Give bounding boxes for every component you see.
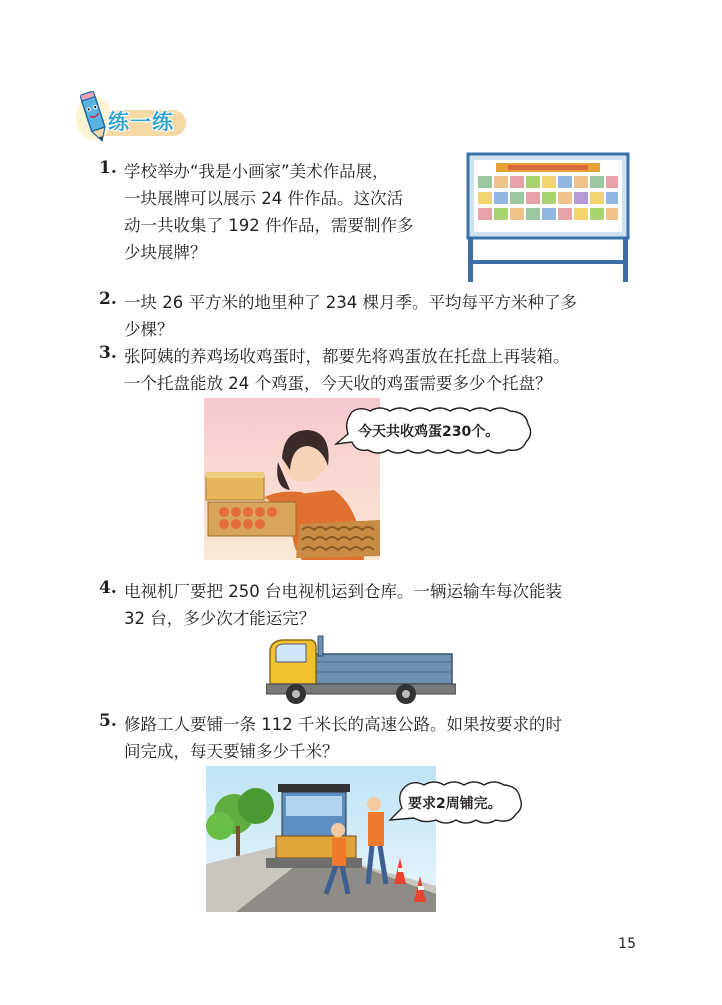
exhibition-board-illustration bbox=[466, 152, 630, 284]
speech-bubble-text: 要求2周铺完。 bbox=[408, 796, 502, 812]
problem-4-number: 4. bbox=[99, 578, 117, 598]
problem-1-line-3: 动一共收集了 192 件作品，需要制作多 bbox=[124, 216, 414, 235]
truck-illustration bbox=[266, 632, 456, 708]
problem-3-line-2: 一个托盘能放 24 个鸡蛋，今天收的鸡蛋需要多少个托盘？ bbox=[124, 374, 552, 393]
problem-2-number: 2. bbox=[99, 289, 117, 309]
problem-3-line-1: 张阿姨的养鸡场收鸡蛋时，都要先将鸡蛋放在托盘上再装箱。 bbox=[124, 347, 570, 366]
problem-5-number: 5. bbox=[99, 711, 117, 731]
problem-4-line-2: 32 台，多少次才能运完？ bbox=[124, 609, 316, 628]
problem-2-line-2: 少棵？ bbox=[124, 320, 174, 339]
problem-5-line-1: 修路工人要铺一条 112 千米长的高速公路。如果按要求的时 bbox=[124, 715, 562, 734]
section-header bbox=[72, 88, 192, 144]
problem-1-line-2: 一块展牌可以展示 24 件作品。这次活 bbox=[124, 189, 403, 208]
section-title: 练一练 bbox=[108, 110, 174, 134]
page-number: 15 bbox=[618, 936, 636, 952]
problem-2-line-1: 一块 26 平方米的地里种了 234 棵月季。平均每平方米种了多 bbox=[124, 293, 577, 312]
problem-1-number: 1. bbox=[99, 158, 117, 178]
problem-1-line-4: 少块展牌？ bbox=[124, 243, 207, 262]
speech-bubble-text: 今天共收鸡蛋230个。 bbox=[358, 424, 500, 440]
problem-5-line-2: 间完成，每天要铺多少千米？ bbox=[124, 742, 339, 761]
problem-3-number: 3. bbox=[99, 343, 117, 363]
problem-1-line-1: 学校举办“我是小画家”美术作品展， bbox=[124, 162, 389, 181]
problem-4-line-1: 电视机厂要把 250 台电视机运到仓库。一辆运输车每次能装 bbox=[124, 582, 562, 601]
